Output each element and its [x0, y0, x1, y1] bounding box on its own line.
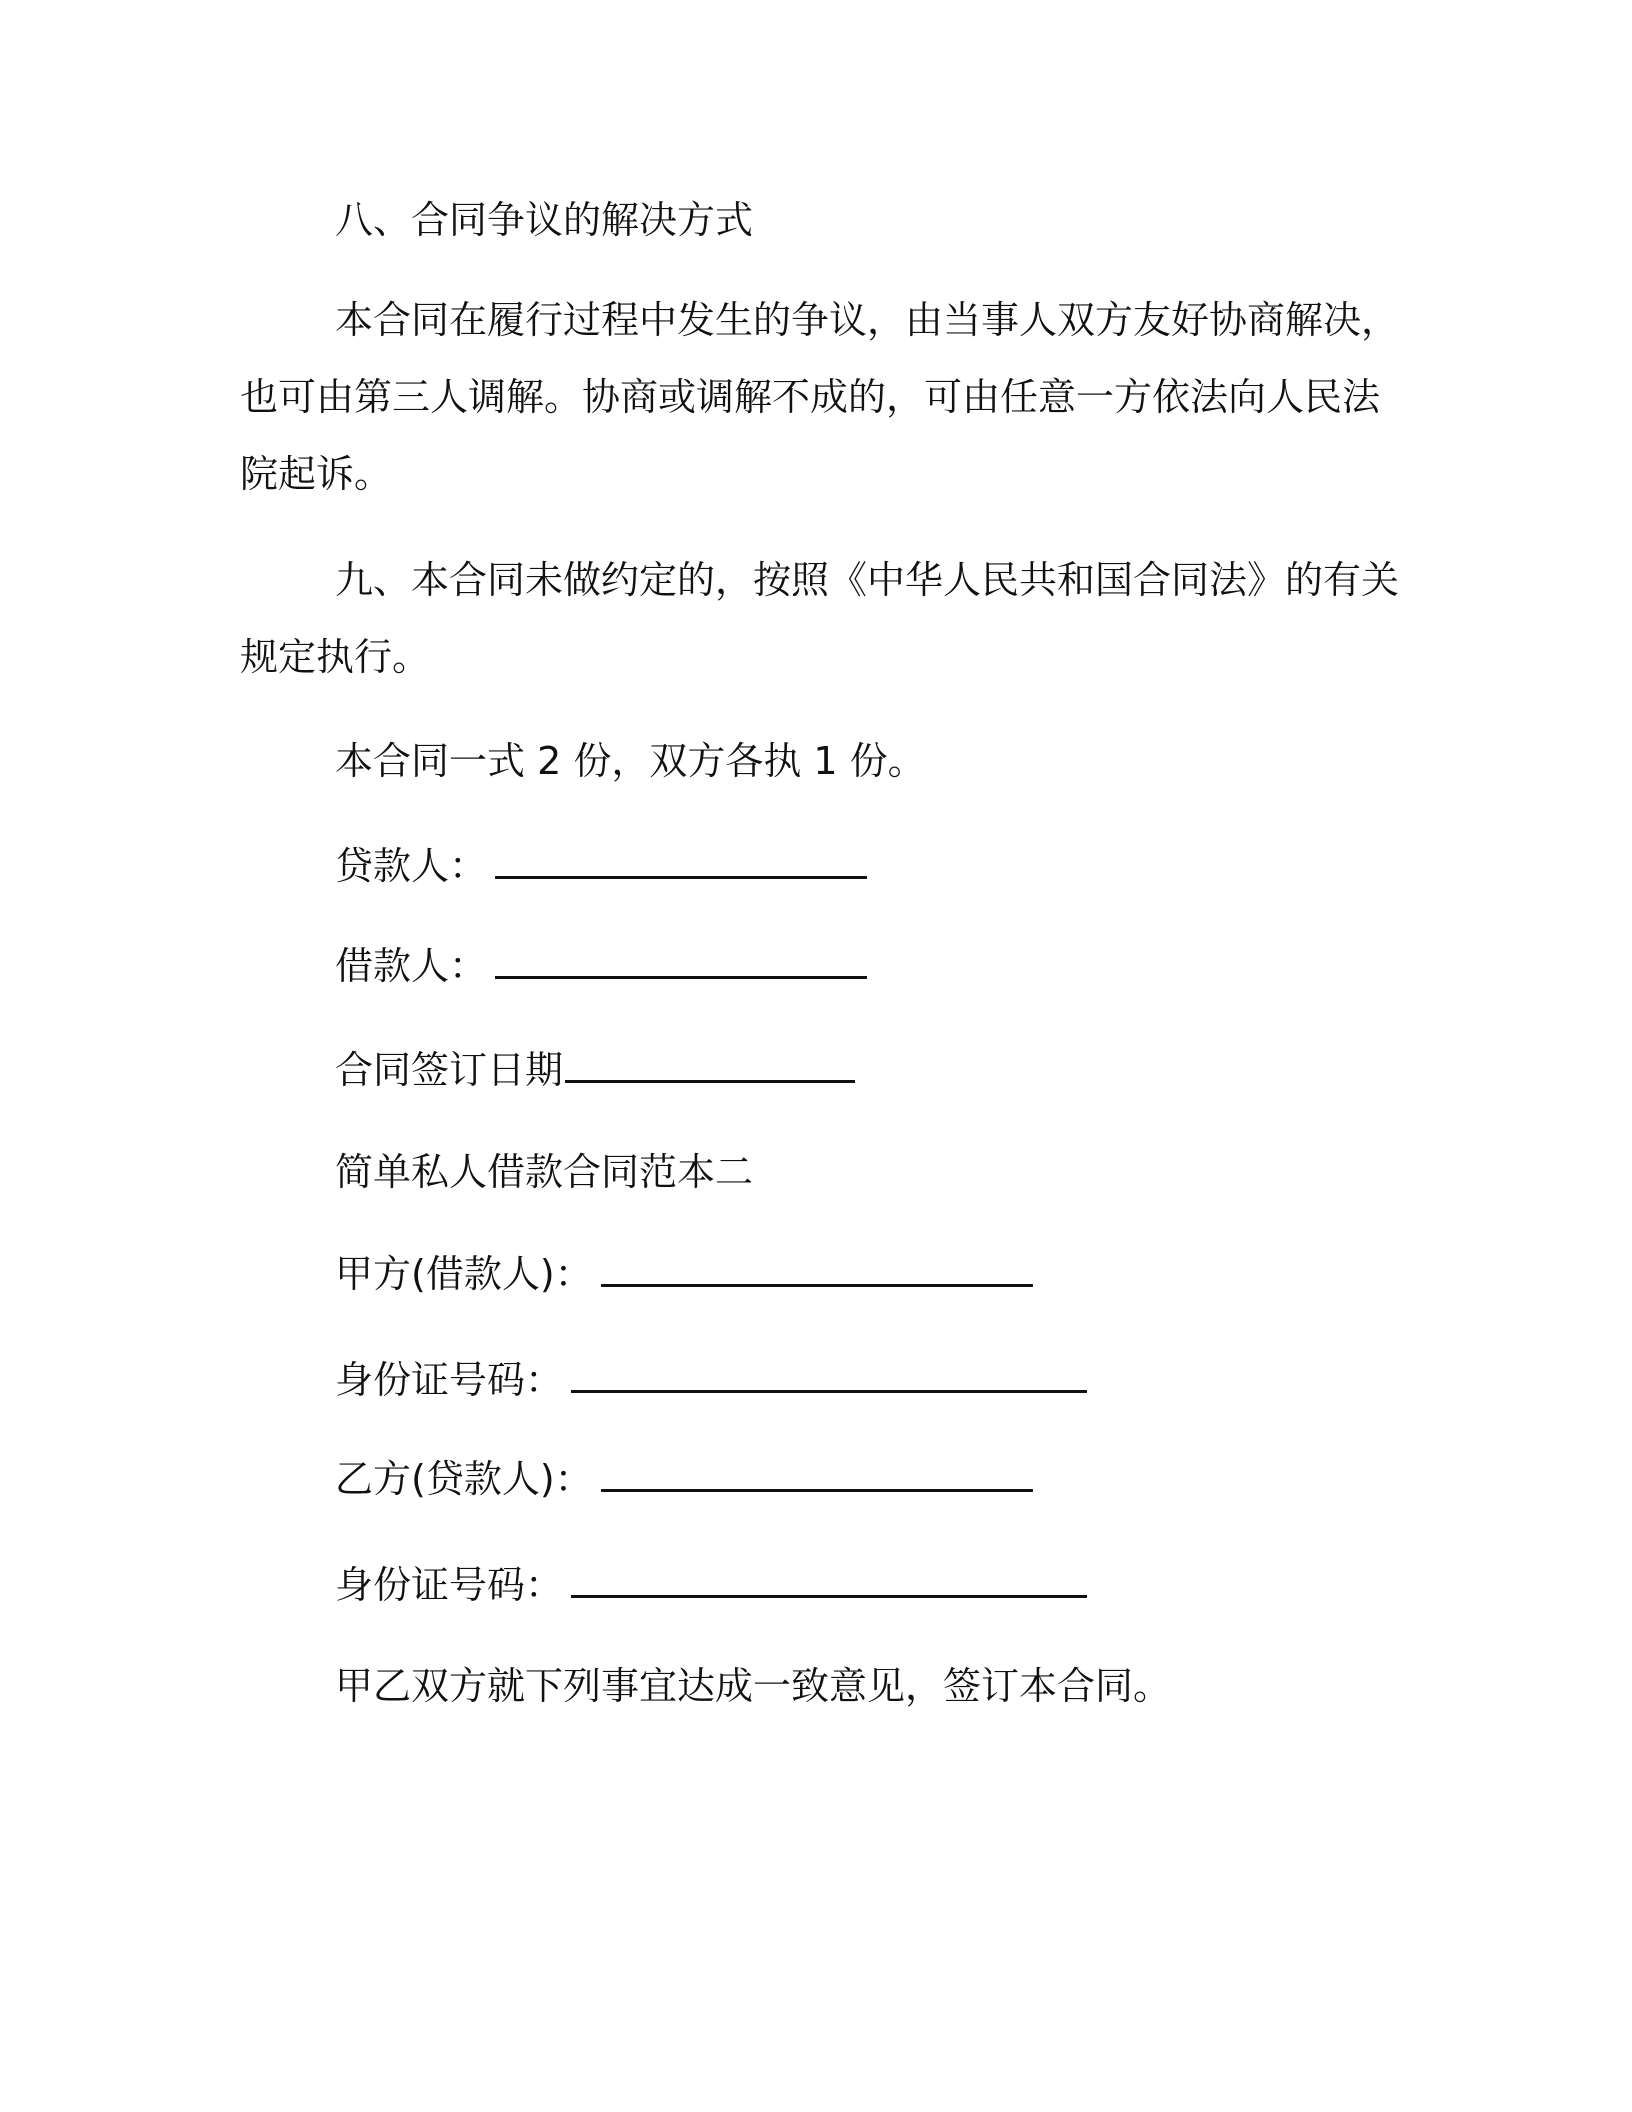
party-a-blank[interactable]: [601, 1276, 1033, 1287]
section-8-body-line-3: 院起诉。: [240, 452, 393, 496]
party-b-id-label: 身份证号码：: [335, 1563, 564, 1607]
lender-label: 贷款人：: [335, 844, 488, 888]
party-b-blank[interactable]: [601, 1481, 1033, 1492]
borrower-blank[interactable]: [495, 968, 867, 979]
agreement-statement: 甲乙双方就下列事宜达成一致意见，签订本合同。: [335, 1664, 1172, 1708]
party-a-id-line: [240, 1342, 1392, 1419]
section-9-line-2: 规定执行。: [240, 635, 431, 679]
signing-date-line: [240, 1032, 1392, 1109]
lender-signature-line: [240, 828, 1392, 905]
section-8-body: [240, 282, 1400, 513]
section-8-body-line-2: 也可由第三人调解。协商或调解不成的，可由任意一方依法向人民法: [240, 375, 1381, 419]
party-b-id-line: [240, 1547, 1392, 1624]
section-8-heading: 八、合同争议的解决方式: [335, 198, 754, 242]
copies-statement: 本合同一式 2 份，双方各执 1 份。: [335, 739, 926, 783]
signing-date-blank[interactable]: [565, 1072, 855, 1083]
party-b-label: 乙方(贷款人)：: [335, 1457, 593, 1501]
signing-date-label: 合同签订日期: [335, 1048, 564, 1092]
lender-blank[interactable]: [495, 868, 867, 879]
party-a-label: 甲方(借款人)：: [335, 1252, 593, 1296]
template-2-title: 简单私人借款合同范本二: [335, 1150, 754, 1194]
borrower-label: 借款人：: [335, 944, 488, 988]
party-a-id-blank[interactable]: [571, 1382, 1087, 1393]
party-a-line: [240, 1236, 1392, 1313]
party-b-line: [240, 1441, 1392, 1518]
party-a-id-label: 身份证号码：: [335, 1358, 564, 1402]
section-8-body-line-1: 本合同在履行过程中发生的争议，由当事人双方友好协商解决，: [335, 298, 1400, 342]
party-b-id-blank[interactable]: [571, 1587, 1087, 1598]
section-9-body: [240, 542, 1400, 696]
borrower-signature-line: [240, 928, 1392, 1005]
section-9-line-1: 九、本合同未做约定的，按照《中华人民共和国合同法》的有关: [335, 558, 1400, 602]
